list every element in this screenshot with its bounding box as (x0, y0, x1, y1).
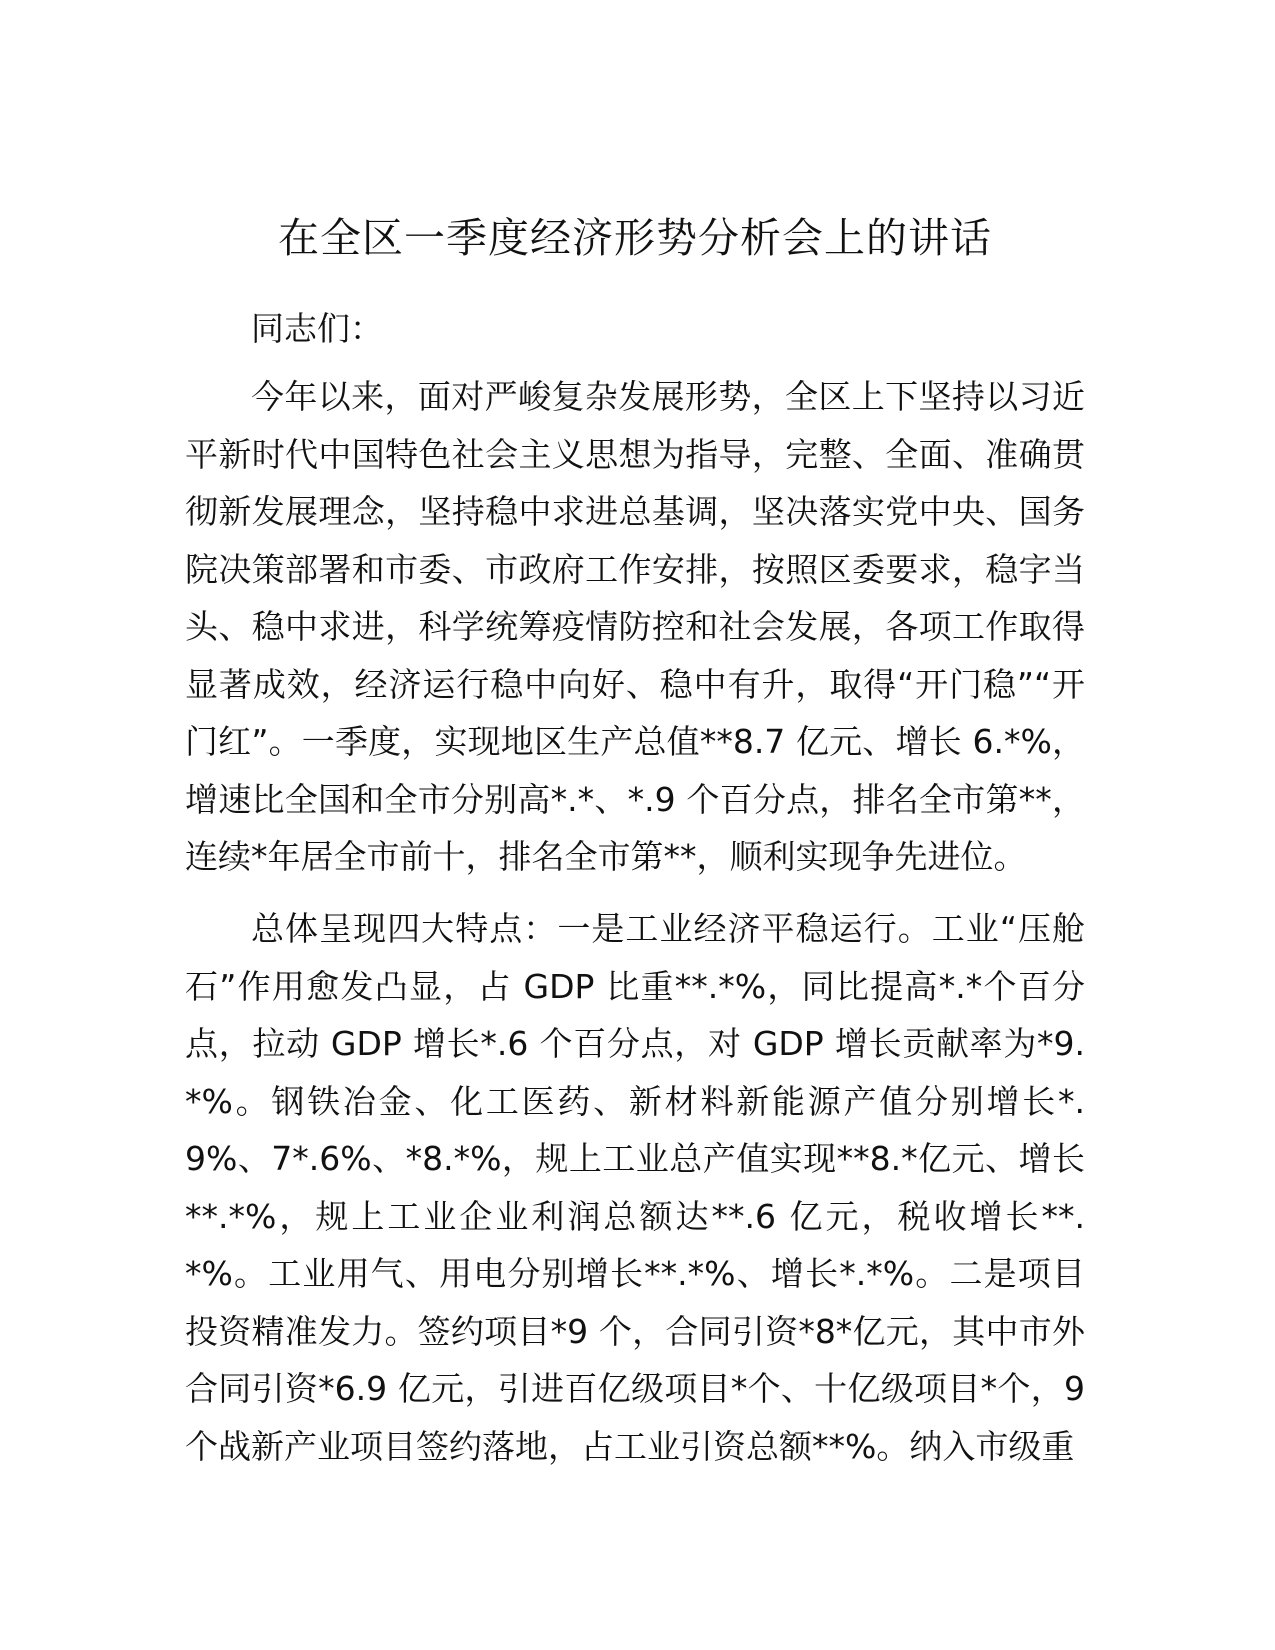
paragraph-intro: 今年以来，面对严峻复杂发展形势，全区上下坚持以习近平新时代中国特色社会主义思想为指导，完整、全面、准确贯彻新发展理念，坚持稳中求进总基调，坚决落实党中央、国务院决策部署和市委、市政府工作安排，按照区委要求，稳字当头、稳中求进，科学统筹疫情防控和社会发展，各项工作取得显著成效，经济运行稳中向好、稳中有升，取得“开门稳”“开门红”。一季度，实现地区生产总值**8.7 亿元、增长 6.*%，增速比全国和全市分别高*.*、*.9 个百分点，排名全市第**，连续*年居全市前十，排名全市第**，顺利实现争先进位。 (185, 377, 1085, 876)
salutation: 同志们： (251, 309, 383, 348)
paragraph-features: 总体呈现四大特点：一是工业经济平稳运行。工业“压舱石”作用愈发凸显，占 GDP 比重**.*%，同比提高*.*个百分点，拉动 GDP 增长*.6 个百分点，对 GDP 增长贡献率为*9.*%。钢铁冶金、化工医药、新材料新能源产值分别增长*.9%、7*.6%、*8.*%，规上工业总产值实现**8.*亿元、增长**.*%，规上工业企业利润总额达**.6 亿元，税收增长**.*%。工业用气、用电分别增长**.*%、增长*.*%。二是项目投资精准发力。签约项目*9 个，合同引资*8*亿元，其中市外合同引资*6.9 亿元，引进百亿级项目*个、十亿级项目*个，9 个战新产业项目签约落地，占工业引资总额**%。纳入市级重 (185, 909, 1085, 1466)
document-title: 在全区一季度经济形势分析会上的讲话 (278, 214, 992, 262)
